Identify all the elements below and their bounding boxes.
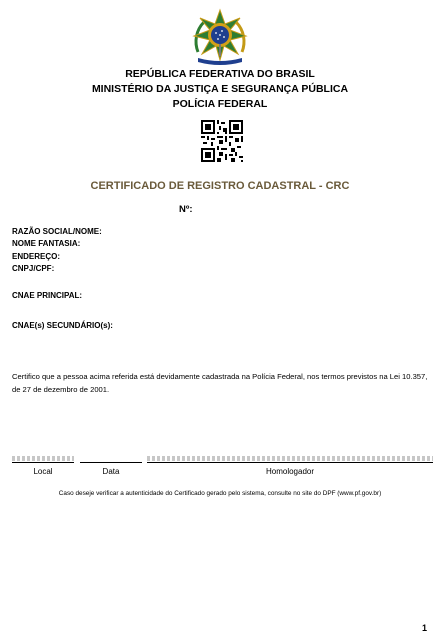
approver-label: Homologador [265, 467, 315, 476]
header-agency: POLÍCIA FEDERAL [172, 98, 268, 110]
header-ministry: MINISTÉRIO DA JUSTIÇA E SEGURANÇA PÚBLICA [91, 83, 349, 95]
approver-signature-line [147, 462, 433, 463]
obscured-local-text [12, 456, 74, 461]
document-title: CERTIFICADO DE REGISTRO CADASTRAL - CRC [90, 180, 350, 192]
date-signature-line [80, 462, 142, 463]
header-republic: REPÚBLICA FEDERATIVA DO BRASIL [125, 68, 315, 80]
certification-text: Certifico que a pessoa acima referida está devidamente cadastrada na Polícia Federal, nos termos previstos na Lei 10.357, de 27 de dezembro de 2001. [12, 372, 428, 394]
field-razao-social: RAZÃO SOCIAL/NOME: [12, 227, 102, 236]
qr-code-icon [201, 120, 243, 162]
brazil-coat-of-arms-icon [190, 8, 250, 66]
obscured-approver-text [147, 456, 433, 461]
local-signature-line [12, 462, 74, 463]
field-cnae-principal: CNAE PRINCIPAL: [12, 291, 83, 300]
verification-note: Caso deseje verificar a autenticidade do Certificado gerado pelo sistema, consulte no site do DPF (www.pf.gov.br) [58, 490, 382, 497]
field-endereco: ENDEREÇO: [12, 252, 61, 261]
local-label: Local [33, 467, 53, 476]
certificate-number-label: Nº: [179, 204, 193, 215]
page-number: 1 [422, 623, 428, 633]
field-cnpj-cpf: CNPJ/CPF: [12, 264, 55, 273]
field-cnae-secundario: CNAE(s) SECUNDÁRIO(s): [12, 321, 113, 330]
date-label: Data [102, 467, 120, 476]
field-nome-fantasia: NOME FANTASIA: [12, 239, 81, 248]
